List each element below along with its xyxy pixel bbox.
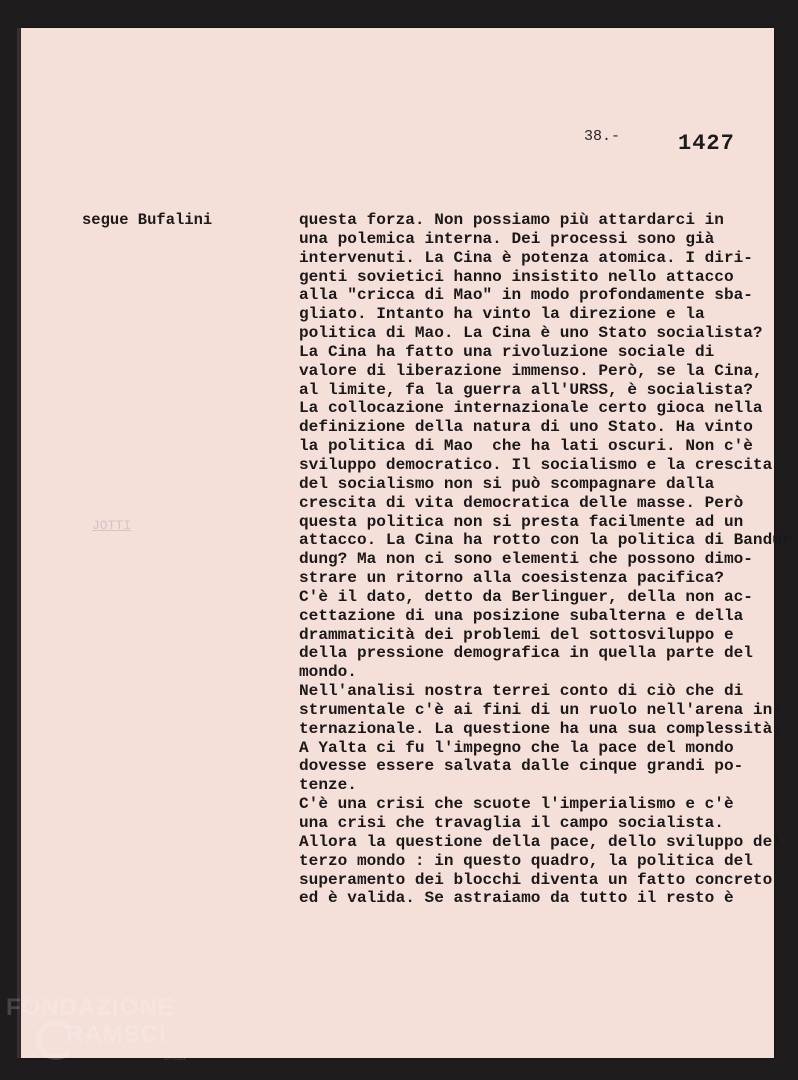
body-line: La Cina ha fatto una rivoluzione sociale di: [299, 342, 715, 361]
body-line: questa forza. Non possiamo più attardarci in: [299, 211, 724, 229]
body-line: cettazione di una posizione subalterna e della: [299, 606, 744, 625]
fondazione-gramsci-watermark: [6, 994, 206, 1074]
body-line: del socialismo non si può scompagnare dalla: [299, 474, 715, 493]
body-line: alla "cricca di Mao" in modo profondamente sba-: [299, 286, 753, 305]
body-line: strumentale c'è ai fini di un ruolo nell'arena in-: [299, 700, 782, 719]
faint-bleed-through-label: JOTTI: [92, 518, 132, 533]
body-line: C'è una crisi che scuote l'imperialismo e c'è: [299, 795, 734, 814]
body-line: ed è valida. Se astraiamo da tutto il resto è: [299, 889, 734, 908]
body-line: superamento dei blocchi diventa un fatto concreto: [299, 870, 773, 889]
body-line: drammaticità dei problemi del sottosviluppo e: [299, 625, 734, 644]
body-line: La collocazione internazionale certo gioca nella: [299, 399, 763, 418]
body-line: gliato. Intanto ha vinto la direzione e la: [299, 305, 705, 324]
body-line: al limite, fa la guerra all'URSS, è socialista?: [299, 380, 753, 399]
body-line: C'è il dato, detto da Berlinguer, della non ac-: [299, 587, 753, 606]
body-line: definizione della natura di uno Stato. Ha vinto: [299, 418, 753, 437]
document-number: 1427: [678, 131, 735, 156]
body-line: mondo.: [299, 663, 357, 682]
body-line: una polemica interna. Dei processi sono già: [299, 229, 715, 248]
watermark-line-2: RAMSCI: [66, 1021, 167, 1048]
body-line: Allora la questione della pace, dello sviluppo del: [299, 832, 782, 851]
watermark-line-3: onlus: [164, 1052, 186, 1062]
body-line: strare un ritorno alla coesistenza pacifica?: [299, 569, 724, 588]
body-line: crescita di vita democratica delle masse. Però: [299, 493, 744, 512]
body-line: politica di Mao. La Cina è uno Stato socialista?: [299, 324, 763, 343]
body-line: A Yalta ci fu l'impegno che la pace del mondo: [299, 738, 734, 757]
body-line: genti sovietici hanno insistito nello attacco: [299, 267, 734, 286]
body-line: della pressione demografica in quella parte del: [299, 644, 753, 663]
transcript-body: [299, 211, 792, 908]
body-line: intervenuti. La Cina è potenza atomica. I diri-: [299, 248, 753, 267]
body-line: dovesse essere salvata dalle cinque grandi po-: [299, 757, 744, 776]
speaker-label: segue Bufalini: [82, 211, 213, 229]
body-line: questa politica non si presta facilmente ad un: [299, 512, 744, 531]
body-line: sviluppo democratico. Il socialismo e la crescita: [299, 455, 773, 474]
page-number: 38.-: [584, 128, 621, 145]
body-line: dung? Ma non ci sono elementi che possono dimo-: [299, 550, 753, 569]
body-line: terzo mondo : in questo quadro, la politica del: [299, 851, 753, 870]
body-line: Nell'analisi nostra terrei conto di ciò che di: [299, 682, 744, 701]
body-line: attacco. La Cina ha rotto con la politica di Bandur: [299, 531, 792, 550]
body-line: ternazionale. La questione ha una sua complessità.: [299, 719, 782, 738]
body-line: tenze.: [299, 776, 357, 795]
body-line: valore di liberazione immenso. Però, se la Cina,: [299, 361, 763, 380]
watermark-line-1: FONDAZIONE: [6, 994, 175, 1021]
body-line: la politica di Mao che ha lati oscuri. Non c'è: [299, 437, 753, 456]
body-line: una crisi che travaglia il campo socialista.: [299, 814, 724, 832]
